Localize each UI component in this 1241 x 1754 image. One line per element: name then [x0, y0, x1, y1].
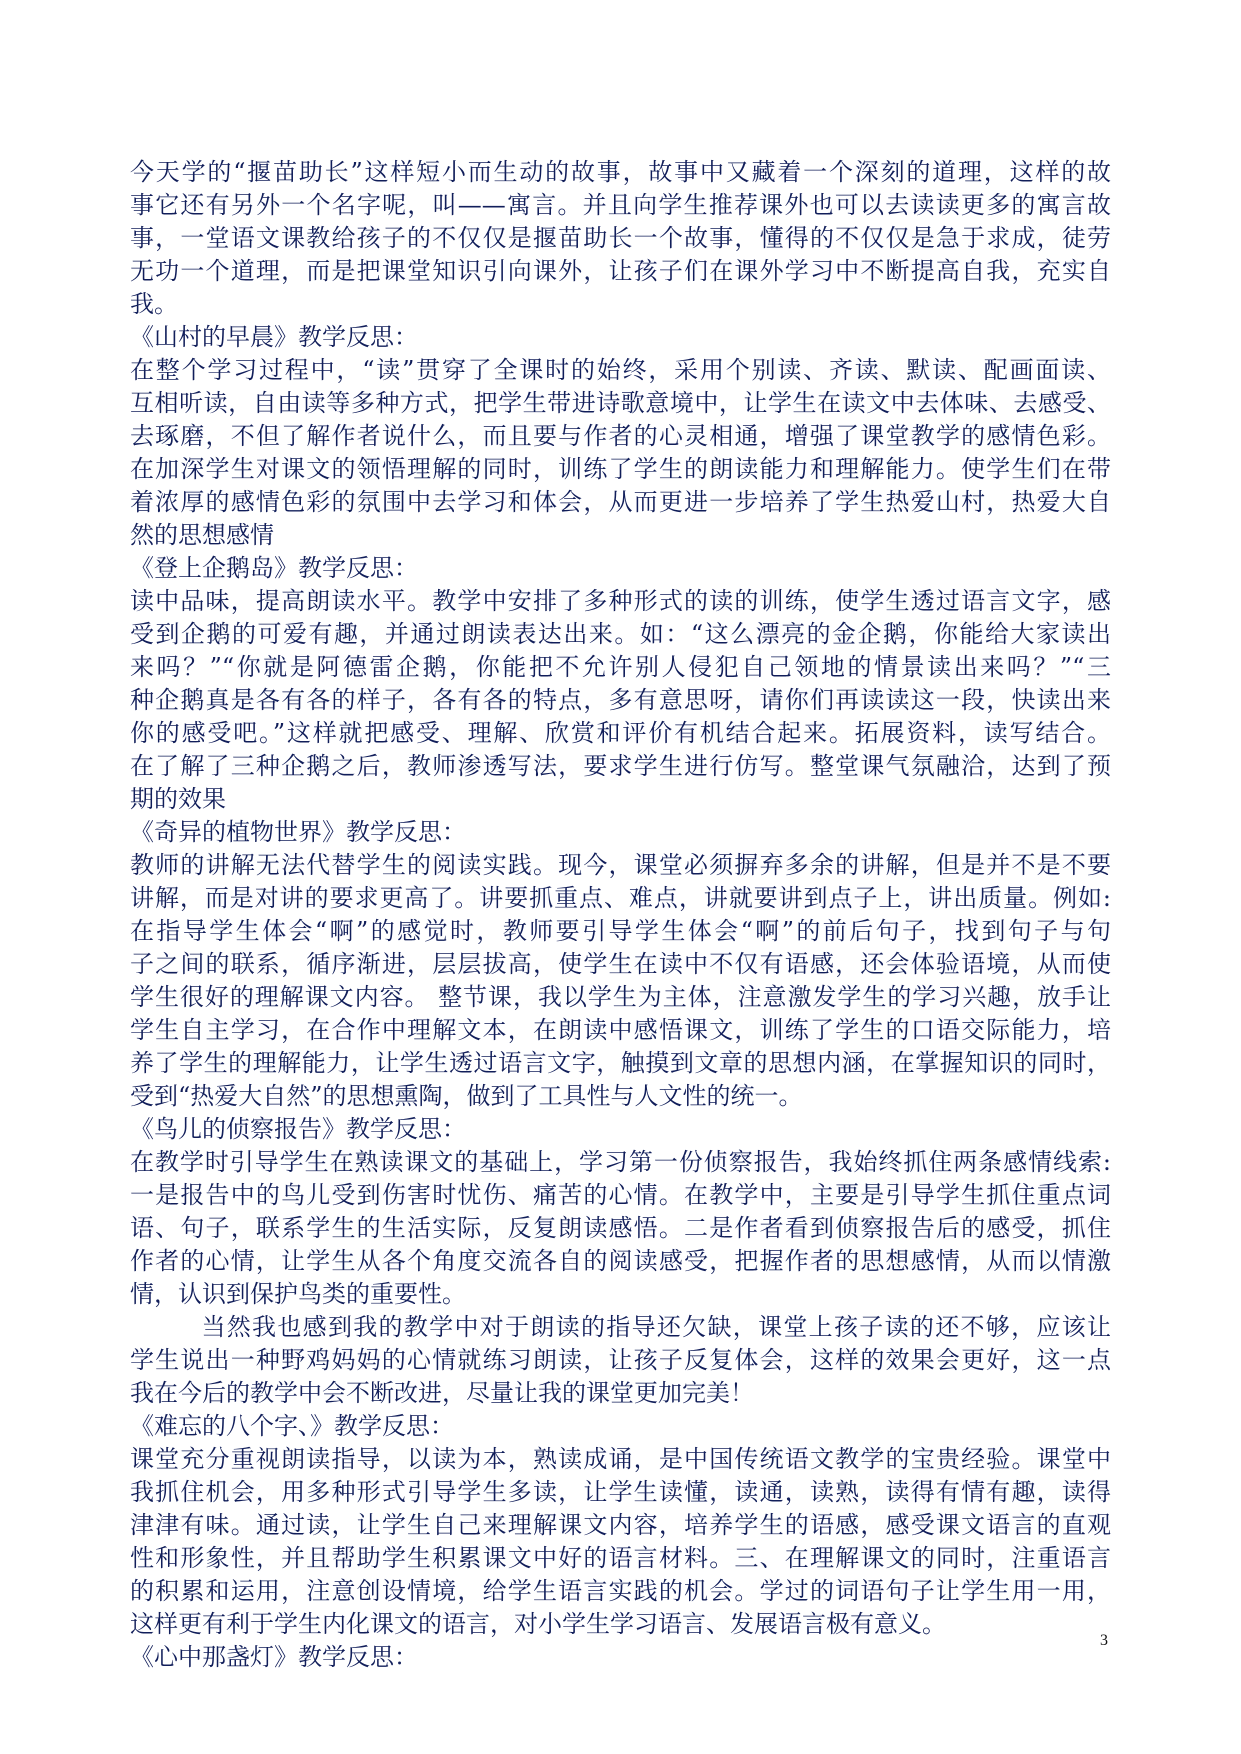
paragraph-line: 情，认识到保护鸟类的重要性。: [130, 1280, 466, 1308]
paragraph-line: 津津有味。通过读，让学生自己来理解课文内容，培养学生的语感，感受课文语言的直观: [130, 1511, 1111, 1539]
paragraph-line: 今天学的“揠苗助长”这样短小而生动的故事，故事中又藏着一个深刻的道理，这样的故: [130, 158, 1111, 186]
paragraph-line: 学生自主学习，在合作中理解文本，在朗读中感悟课文，训练了学生的口语交际能力，培: [130, 1016, 1111, 1044]
paragraph-line: 在整个学习过程中，“读”贯穿了全课时的始终，采用个别读、齐读、默读、配画面读、: [130, 356, 1111, 384]
paragraph-line: 期的效果: [130, 785, 226, 813]
paragraph-line: 在了解了三种企鹅之后，教师渗透写法，要求学生进行仿写。整堂课气氛融洽，达到了预: [130, 752, 1111, 780]
paragraph-line: 我在今后的教学中会不断改进，尽量让我的课堂更加完美！: [130, 1379, 754, 1407]
paragraph-line: 我抓住机会，用多种形式引导学生多读，让学生读懂，读通，读熟，读得有情有趣，读得: [130, 1478, 1111, 1506]
paragraph-line: 的积累和运用，注意创设情境，给学生语言实践的机会。学过的词语句子让学生用一用，: [130, 1577, 1111, 1605]
paragraph-line: 受到“热爱大自然”的思想熏陶，做到了工具性与人文性的统一。: [130, 1082, 803, 1110]
paragraph-line: 学生很好的理解课文内容。 整节课，我以学生为主体，注意激发学生的学习兴趣，放手让: [130, 983, 1111, 1011]
paragraph-line: 我。: [130, 290, 178, 318]
paragraph-line: 这样更有利于学生内化课文的语言，对小学生学习语言、发展语言极有意义。: [130, 1610, 946, 1638]
paragraph-line: 一是报告中的鸟儿受到伤害时忧伤、痛苦的心情。在教学中，主要是引导学生抓住重点词: [130, 1181, 1111, 1209]
paragraph-line: 语、句子，联系学生的生活实际，反复朗读感悟。二是作者看到侦察报告后的感受，抓住: [130, 1214, 1111, 1242]
paragraph-line: 讲解，而是对讲的要求更高了。讲要抓重点、难点，讲就要讲到点子上，讲出质量。例如:: [130, 884, 1111, 912]
paragraph-line: 互相听读，自由读等多种方式，把学生带进诗歌意境中，让学生在读文中去体味、去感受、: [130, 389, 1111, 417]
section-heading: 《难忘的八个字、》教学反思：: [130, 1412, 454, 1440]
paragraph-line: 种企鹅真是各有各的样子，各有各的特点，多有意思呀，请你们再读读这一段，快读出来: [130, 686, 1111, 714]
paragraph-line: 无功一个道理，而是把课堂知识引向课外，让孩子们在课外学习中不断提高自我，充实自: [130, 257, 1111, 285]
paragraph-line: 着浓厚的感情色彩的氛围中去学习和体会，从而更进一步培养了学生热爱山村，热爱大自: [130, 488, 1111, 516]
document-body: [130, 156, 1111, 1674]
section-heading: 《登上企鹅岛》教学反思：: [130, 554, 418, 582]
paragraph-line: 在指导学生体会“啊”的感觉时，教师要引导学生体会“啊”的前后句子，找到句子与句: [130, 917, 1111, 945]
paragraph-line: 你的感受吧。”这样就把感受、理解、欣赏和评价有机结合起来。拓展资料，读写结合。: [130, 719, 1111, 747]
paragraph-line: 作者的心情，让学生从各个角度交流各自的阅读感受，把握作者的思想感情，从而以情激: [130, 1247, 1111, 1275]
paragraph-line: 事，一堂语文课教给孩子的不仅仅是揠苗助长一个故事，懂得的不仅仅是急于求成，徒劳: [130, 224, 1111, 252]
paragraph-line: 读中品味，提高朗读水平。教学中安排了多种形式的读的训练，使学生透过语言文字，感: [130, 587, 1111, 615]
paragraph-line: 学生说出一种野鸡妈妈的心情就练习朗读，让孩子反复体会，这样的效果会更好，这一点: [130, 1346, 1111, 1374]
paragraph-line: 当然我也感到我的教学中对于朗读的指导还欠缺，课堂上孩子读的还不够，应该让: [130, 1313, 1111, 1341]
paragraph-line: 去琢磨，不但了解作者说什么，而且要与作者的心灵相通，增强了课堂教学的感情色彩。: [130, 422, 1111, 450]
section-heading: 《奇异的植物世界》教学反思：: [130, 818, 466, 846]
paragraph-line: 在教学时引导学生在熟读课文的基础上，学习第一份侦察报告，我始终抓住两条感情线索:: [130, 1148, 1111, 1176]
paragraph-line: 课堂充分重视朗读指导，以读为本，熟读成诵，是中国传统语文教学的宝贵经验。课堂中: [130, 1445, 1111, 1473]
paragraph-line: 性和形象性，并且帮助学生积累课文中好的语言材料。三、在理解课文的同时，注重语言: [130, 1544, 1111, 1572]
section-heading: 《山村的早晨》教学反思：: [130, 323, 418, 351]
paragraph-line: 养了学生的理解能力，让学生透过语言文字，触摸到文章的思想内涵，在掌握知识的同时，: [130, 1049, 1111, 1077]
paragraph-line: 来吗？”“你就是阿德雷企鹅，你能把不允许别人侵犯自己领地的情景读出来吗？”“三: [130, 653, 1111, 681]
paragraph-line: 受到企鹅的可爱有趣，并通过朗读表达出来。如：“这么漂亮的金企鹅，你能给大家读出: [130, 620, 1111, 648]
paragraph-line: 子之间的联系，循序渐进，层层拔高，使学生在读中不仅有语感，还会体验语境，从而使: [130, 950, 1111, 978]
paragraph-line: 然的思想感情: [130, 521, 274, 549]
paragraph-line: 教师的讲解无法代替学生的阅读实践。现今，课堂必须摒弃多余的讲解，但是并不是不要: [130, 851, 1111, 879]
paragraph-line: 事它还有另外一个名字呢，叫——寓言。并且向学生推荐课外也可以去读读更多的寓言故: [130, 191, 1111, 219]
page-number: 3: [1100, 1632, 1108, 1649]
section-heading: 《鸟儿的侦察报告》教学反思：: [130, 1115, 466, 1143]
section-heading: 《心中那盏灯》教学反思：: [130, 1643, 418, 1671]
paragraph-line: 在加深学生对课文的领悟理解的同时，训练了学生的朗读能力和理解能力。使学生们在带: [130, 455, 1111, 483]
